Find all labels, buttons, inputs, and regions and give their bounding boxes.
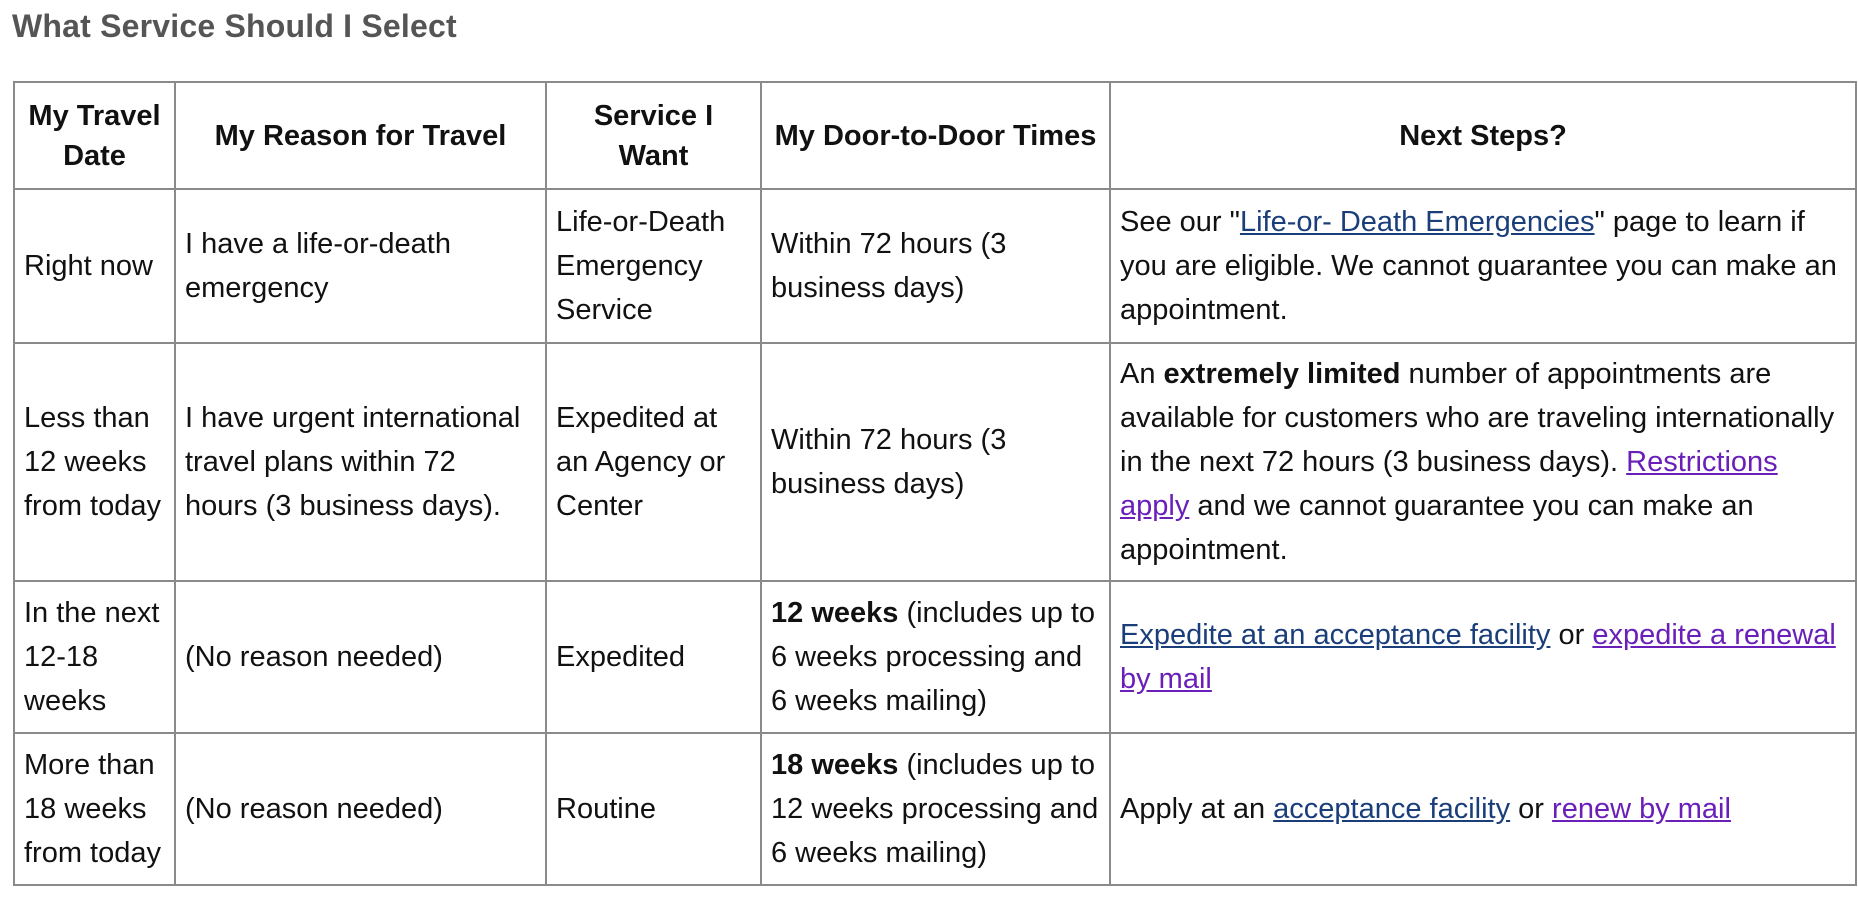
header-door-to-door: My Door-to-Door Times [761, 82, 1110, 189]
cell-times [761, 733, 1110, 885]
emphasis-text: extremely limited [1163, 358, 1401, 390]
renew-by-mail-link[interactable]: renew by mail [1552, 793, 1731, 825]
next-steps-text: Apply at an [1120, 793, 1274, 825]
cell-next-steps [1110, 189, 1856, 343]
cell-travel-date: Right now [14, 189, 175, 343]
header-reason: My Reason for Travel [175, 82, 546, 189]
header-service: Service I Want [546, 82, 761, 189]
table-header-row [14, 82, 1856, 189]
expedite-acceptance-facility-link[interactable]: Expedite at an acceptance facility [1120, 619, 1551, 651]
cell-travel-date: Less than 12 weeks from today [14, 343, 175, 581]
table-row [14, 189, 1856, 343]
cell-next-steps [1110, 343, 1856, 581]
page-title: What Service Should I Select [12, 8, 457, 44]
next-steps-text: See our " [1120, 206, 1240, 238]
header-travel-date: My Travel Date [14, 82, 175, 189]
cell-service: Life-or-Death Emergency Service [546, 189, 761, 343]
header-next-steps: Next Steps? [1110, 82, 1856, 189]
life-or-death-emergencies-link[interactable]: Life-or- Death Emergencies [1239, 206, 1595, 238]
cell-reason: I have urgent international travel plans within 72 hours (3 business days). [175, 343, 546, 581]
next-steps-text: An [1120, 358, 1164, 390]
expedite-renewal-by-mail-link[interactable]: expedite a renewal by mail [1120, 619, 1836, 695]
times-weeks: 12 weeks [771, 597, 899, 629]
times-weeks: 18 weeks [771, 749, 899, 781]
cell-times [761, 343, 1110, 581]
cell-next-steps [1110, 581, 1856, 733]
service-selection-table [13, 81, 1857, 886]
restrictions-apply-link[interactable]: Restrictions apply [1120, 446, 1778, 522]
next-steps-text: number of appointments are available for customers who are traveling internationally in the next 72 hours (3 business days). [1120, 358, 1835, 478]
table-row [14, 733, 1856, 885]
cell-next-steps [1110, 733, 1856, 885]
next-steps-text: or [1550, 619, 1593, 651]
next-steps-text: or [1510, 793, 1553, 825]
next-steps-text: and we cannot guarantee you can make an appointment. [1120, 490, 1754, 566]
cell-reason: I have a life-or-death emergency [175, 189, 546, 343]
cell-times [761, 581, 1110, 733]
times-text: (includes up to 12 weeks processing and 6 weeks mailing) [771, 749, 1099, 869]
cell-travel-date: More than 18 weeks from today [14, 733, 175, 885]
cell-travel-date: In the next 12-18 weeks [14, 581, 175, 733]
table-row [14, 343, 1856, 581]
cell-service: Expedited [546, 581, 761, 733]
cell-service: Routine [546, 733, 761, 885]
times-text: Within 72 hours (3 business days) [771, 228, 1007, 304]
acceptance-facility-link[interactable]: acceptance facility [1273, 793, 1511, 825]
cell-reason: (No reason needed) [175, 733, 546, 885]
cell-times [761, 189, 1110, 343]
times-text: (includes up to 6 weeks processing and 6 weeks mailing) [771, 597, 1096, 717]
table-row [14, 581, 1856, 733]
cell-reason: (No reason needed) [175, 581, 546, 733]
cell-service: Expedited at an Agency or Center [546, 343, 761, 581]
next-steps-text: " page to learn if you are eligible. We cannot guarantee you can make an appointment. [1120, 206, 1837, 326]
times-text: Within 72 hours (3 business days) [771, 424, 1007, 500]
